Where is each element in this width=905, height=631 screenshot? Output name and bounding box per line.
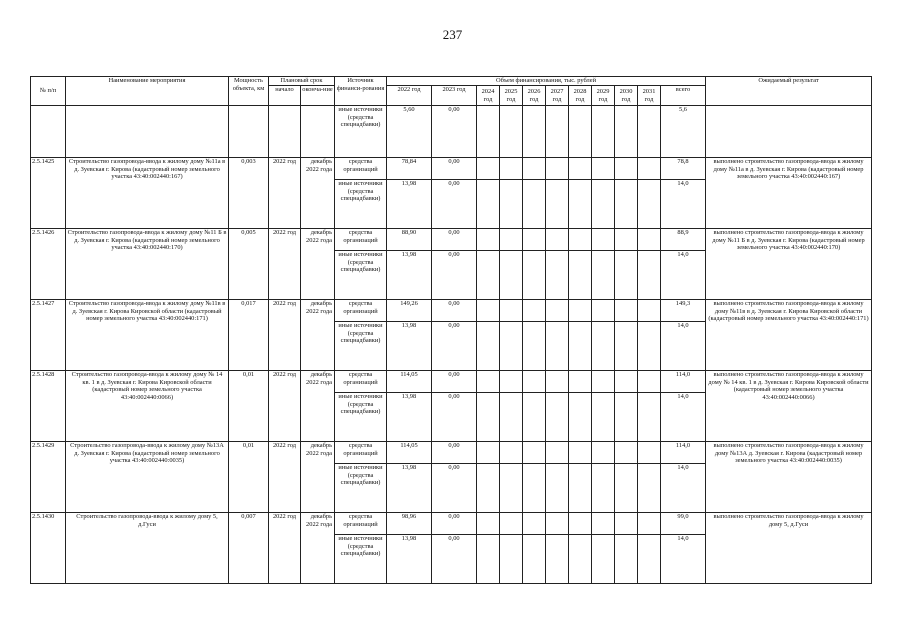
header-2030: 2030 год bbox=[615, 86, 638, 106]
measure-name: Строительство газопровода-ввода к жилому дому №11а в д. Зуевская г. Кирова (кадастровый номер земельного участка 43:40:002440:167) bbox=[66, 158, 229, 229]
value-total: 114,0 bbox=[661, 371, 706, 393]
row-number: 2.5.1428 bbox=[31, 371, 66, 442]
table-row bbox=[31, 442, 872, 464]
object-power: 0,003 bbox=[229, 158, 269, 229]
value-total: 14,0 bbox=[661, 464, 706, 513]
header-result: Ожидаемый результат bbox=[706, 77, 872, 106]
value-2022: 114,05 bbox=[387, 371, 432, 393]
value-2022: 13,98 bbox=[387, 535, 432, 584]
value-2023: 0,00 bbox=[432, 442, 477, 464]
measure-name: Строительство газопровода-ввода к жилому дому № 14 кв. 1 в д. Зуевская г. Кирова Кировской области (кадастровый номер земельного участка 43:40:002440:0066) bbox=[66, 371, 229, 442]
value-2022: 13,98 bbox=[387, 322, 432, 371]
period-start: 2022 год bbox=[269, 371, 301, 442]
value-2023: 0,00 bbox=[432, 229, 477, 251]
expected-result: выполнено строительство газопровода-ввода к жилому дому № 14 кв. 1 в д. Зуевская г. Кирова Кировской области (кадастровый номер земельного участка 43:40:002440:0066) bbox=[706, 371, 872, 442]
table-row bbox=[31, 300, 872, 322]
source-other: иные источники (средства спецнадбавки) bbox=[335, 535, 387, 584]
period-end: декабрь 2022 года bbox=[301, 442, 335, 513]
source-cell: иные источники (средства спецнадбавки) bbox=[335, 106, 387, 158]
source-organizations: средства организаций bbox=[335, 229, 387, 251]
measure-name: Строительство газопровода-ввода к жилому дому 5, д.Гуси bbox=[66, 513, 229, 584]
value-total: 149,3 bbox=[661, 300, 706, 322]
period-end: декабрь 2022 года bbox=[301, 158, 335, 229]
value-2023: 0,00 bbox=[432, 322, 477, 371]
value-2023: 0,00 bbox=[432, 535, 477, 584]
table-row bbox=[31, 513, 872, 535]
table-row bbox=[31, 158, 872, 180]
header-2022: 2022 год bbox=[387, 86, 432, 106]
source-organizations: средства организаций bbox=[335, 371, 387, 393]
expected-result: выполнено строительство газопровода-ввода к жилому дому №11 Б в д. Зуевская г. Кирова (кадастровый номер земельного участка 43:40:002440:170) bbox=[706, 229, 872, 300]
value-2023: 0,00 bbox=[432, 464, 477, 513]
value-2023: 0,00 bbox=[432, 393, 477, 442]
expected-result: выполнено строительство газопровода-ввода к жилому дому №13А д. Зуевская г. Кирова (кадастровый номер земельного участка 43:40:002440:0035) bbox=[706, 442, 872, 513]
value-2022: 88,90 bbox=[387, 229, 432, 251]
value-total: 114,0 bbox=[661, 442, 706, 464]
period-start: 2022 год bbox=[269, 300, 301, 371]
value-2022: 149,26 bbox=[387, 300, 432, 322]
measure-name: Строительство газопровода-ввода к жилому дому №13А д. Зуевская г. Кирова (кадастровый номер земельного участка 43:40:002440:0035) bbox=[66, 442, 229, 513]
value-2023: 0,00 bbox=[432, 180, 477, 229]
value-2022: 13,98 bbox=[387, 464, 432, 513]
source-other: иные источники (средства спецнадбавки) bbox=[335, 251, 387, 300]
object-power: 0,01 bbox=[229, 371, 269, 442]
value-2022: 13,98 bbox=[387, 393, 432, 442]
source-organizations: средства организаций bbox=[335, 442, 387, 464]
value-2023: 0,00 bbox=[432, 251, 477, 300]
header-2026: 2026 год bbox=[523, 86, 546, 106]
object-power: 0,017 bbox=[229, 300, 269, 371]
value-2023: 0,00 bbox=[432, 513, 477, 535]
expected-result: выполнено строительство газопровода-ввода к жилому дому №11а в д. Зуевская г. Кирова (кадастровый номер земельного участка 43:40:002440:167) bbox=[706, 158, 872, 229]
period-end: декабрь 2022 года bbox=[301, 513, 335, 584]
row-number: 2.5.1425 bbox=[31, 158, 66, 229]
header-2024: 2024 год bbox=[477, 86, 500, 106]
object-power: 0,007 bbox=[229, 513, 269, 584]
period-start: 2022 год bbox=[269, 513, 301, 584]
period-start: 2022 год bbox=[269, 442, 301, 513]
table-row bbox=[31, 371, 872, 393]
page-number: 237 bbox=[442, 27, 463, 42]
value-2023: 0,00 bbox=[432, 371, 477, 393]
header-volume: Объем финансирования, тыс. рублей bbox=[387, 77, 706, 86]
header-start: начало bbox=[269, 86, 301, 106]
table-row bbox=[31, 229, 872, 251]
value-total: 99,0 bbox=[661, 513, 706, 535]
header-num: № п/п bbox=[31, 77, 66, 106]
row-number: 2.5.1427 bbox=[31, 300, 66, 371]
period-end: декабрь 2022 года bbox=[301, 229, 335, 300]
row-number: 2.5.1426 bbox=[31, 229, 66, 300]
header-total: всего bbox=[661, 86, 706, 106]
value-total: 14,0 bbox=[661, 322, 706, 371]
row-number: 2.5.1430 bbox=[31, 513, 66, 584]
value-total: 14,0 bbox=[661, 535, 706, 584]
header-name: Наименование мероприятия bbox=[66, 77, 229, 106]
header-power: Мощность объекта, км bbox=[229, 77, 269, 106]
source-organizations: средства организаций bbox=[335, 158, 387, 180]
header-2031: 2031 год bbox=[638, 86, 661, 106]
table-row-carry bbox=[31, 106, 872, 158]
value-total: 14,0 bbox=[661, 180, 706, 229]
source-other: иные источники (средства спецнадбавки) bbox=[335, 322, 387, 371]
value-total: 5,6 bbox=[661, 106, 706, 158]
expected-result: выполнено строительство газопровода-ввода к жилому дому 5, д.Гуси bbox=[706, 513, 872, 584]
period-start: 2022 год bbox=[269, 229, 301, 300]
header-2029: 2029 год bbox=[592, 86, 615, 106]
header-2027: 2027 год bbox=[546, 86, 569, 106]
object-power: 0,005 bbox=[229, 229, 269, 300]
row-number: 2.5.1429 bbox=[31, 442, 66, 513]
value-2023: 0,00 bbox=[432, 106, 477, 158]
period-end: декабрь 2022 года bbox=[301, 371, 335, 442]
value-2022: 5,60 bbox=[387, 106, 432, 158]
value-total: 78,8 bbox=[661, 158, 706, 180]
header-2025: 2025 год bbox=[500, 86, 523, 106]
source-other: иные источники (средства спецнадбавки) bbox=[335, 464, 387, 513]
object-power: 0,01 bbox=[229, 442, 269, 513]
header-source: Источник финанси-рования bbox=[335, 77, 387, 106]
source-organizations: средства организаций bbox=[335, 513, 387, 535]
period-end: декабрь 2022 года bbox=[301, 300, 335, 371]
value-total: 14,0 bbox=[661, 251, 706, 300]
header-2028: 2028 год bbox=[569, 86, 592, 106]
value-2022: 13,98 bbox=[387, 180, 432, 229]
source-other: иные источники (средства спецнадбавки) bbox=[335, 180, 387, 229]
measure-name: Строительство газопровода-ввода к жилому дому №11 Б в д. Зуевская г. Кирова (кадастровый номер земельного участка 43:40:002440:170) bbox=[66, 229, 229, 300]
value-2022: 78,84 bbox=[387, 158, 432, 180]
header-end: оконча-ние bbox=[301, 86, 335, 106]
period-start: 2022 год bbox=[269, 158, 301, 229]
financing-table bbox=[30, 76, 872, 584]
header-plan-period: Плановый срок bbox=[269, 77, 335, 86]
value-total: 88,9 bbox=[661, 229, 706, 251]
source-other: иные источники (средства спецнадбавки) bbox=[335, 393, 387, 442]
value-2022: 114,05 bbox=[387, 442, 432, 464]
source-organizations: средства организаций bbox=[335, 300, 387, 322]
value-2023: 0,00 bbox=[432, 158, 477, 180]
measure-name: Строительство газопровода-ввода к жилому дому №11в в д. Зуевская г. Кирова Кировской области (кадастровый номер земельного участка 43:40:002440:171) bbox=[66, 300, 229, 371]
value-total: 14,0 bbox=[661, 393, 706, 442]
value-2022: 13,98 bbox=[387, 251, 432, 300]
value-2022: 98,96 bbox=[387, 513, 432, 535]
header-2023: 2023 год bbox=[432, 86, 477, 106]
expected-result: выполнено строительство газопровода-ввода к жилому дому №11в в д. Зуевская г. Кирова Кировской области (кадастровый номер земельного участка 43:40:002440:171) bbox=[706, 300, 872, 371]
value-2023: 0,00 bbox=[432, 300, 477, 322]
